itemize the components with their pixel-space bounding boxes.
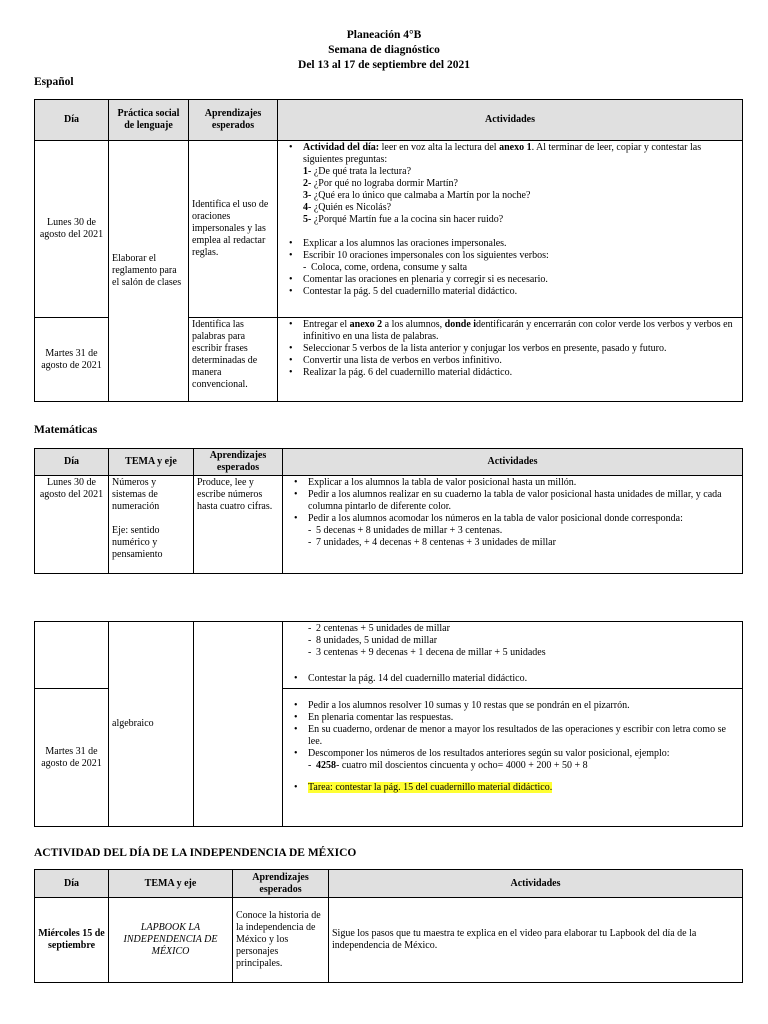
activity-item: • Convertir una lista de verbos en verbos infinitivo. [281,355,739,367]
tema-cell: algebraico [109,622,194,827]
question-item: 1- ¿De qué trata la lectura? [303,166,412,177]
actividades-cell [278,141,743,318]
activity-item: • Escribir 10 oraciones impersonales con los siguientes verbos: [281,250,739,262]
day-cell-empty [35,622,109,689]
espanol-table [34,99,743,402]
day-cell: Lunes 30 de agosto del 2021 [35,141,109,318]
sub-item: - 2 centenas + 5 unidades de millar [286,623,739,635]
day-cell: Lunes 30 de agosto del 2021 [35,476,109,574]
example-item: - 4258- cuatro mil doscientos cincuenta y ocho= 4000 + 200 + 50 + 8 [286,760,739,772]
col-header-aprendizajes: Aprendizajes esperados [189,100,278,141]
activity-item: • Pedir a los alumnos acomodar los números en la tabla de valor posicional donde corresponda: [286,513,739,525]
activity-item: • Explicar a los alumnos las oraciones impersonales. [281,238,739,250]
plan-dates: Del 13 al 17 de septiembre del 2021 [298,59,470,71]
activity-item: • Actividad del día: leer en voz alta la lectura del anexo 1. Al terminar de leer, copiar y contestar las siguientes preguntas: [281,142,739,166]
tema-text: Números y sistemas de numeración [112,477,160,512]
actividades-cell [278,318,743,402]
activity-item: • En plenaria comentar las respuestas. [286,712,739,724]
document-header [0,28,768,73]
col-header-aprendizajes: Aprendizajes esperados [233,870,329,898]
matematicas-table [34,448,743,574]
matematicas-table-continued [34,621,743,827]
question-item: 4- ¿Quién es Nicolás? [303,202,392,213]
aprendizajes-cell: Produce, lee y escribe números hasta cuatro cifras. [194,476,283,574]
activity-item: • Contestar la pág. 5 del cuadernillo material didáctico. [281,286,739,298]
section-title-independencia: ACTIVIDAD DEL DÍA DE LA INDEPENDENCIA DE MÉXICO [34,847,357,859]
sub-item: - 8 unidades, 5 unidad de millar [286,635,739,647]
activity-item: • Entregar el anexo 2 a los alumnos, donde identificarán y encerrarán con color verde los verbos y verbos en infinitivo en una lista de palabras. [281,319,739,343]
col-header-dia: Día [35,100,109,141]
question-item: 5- ¿Porqué Martín fue a la cocina sin hacer ruido? [303,214,504,225]
section-title-matematicas: Matemáticas [34,424,98,436]
actividades-cell [283,689,743,827]
question-item: 2- ¿Por qué no lograba dormir Martín? [303,178,458,189]
col-header-aprendizajes: Aprendizajes esperados [194,449,283,476]
plan-subtitle: Semana de diagnóstico [328,44,440,56]
col-header-actividades: Actividades [283,449,743,476]
tema-cell [109,476,194,574]
activity-item: • Pedir a los alumnos realizar en su cuaderno la tabla de valor posicional hasta unidades de millar, y cada columna pintarlo de diferente color. [286,489,739,513]
activity-item: • Contestar la pág. 14 del cuadernillo material didáctico. [286,673,739,685]
activity-item: • En su cuaderno, ordenar de menor a mayor los resultados de las operaciones y escribir con letra como se lee. [286,724,739,748]
col-header-tema: TEMA y eje [109,449,194,476]
col-header-dia: Día [35,870,109,898]
aprendizajes-cell: Identifica las palabras para escribir frases determinadas de manera convencional. [189,318,278,402]
actividades-cell [283,476,743,574]
sub-item: - 3 centenas + 9 decenas + 1 decena de millar + 5 unidades [286,647,739,659]
col-header-practica: Práctica social de lenguaje [109,100,189,141]
day-cell: Martes 31 de agosto de 2021 [35,689,109,827]
independencia-table [34,869,743,983]
activity-item: • Explicar a los alumnos la tabla de valor posicional hasta un millón. [286,477,739,489]
tema-cell: LAPBOOK LA INDEPENDENCIA DE MÉXICO [109,898,233,983]
col-header-actividades: Actividades [329,870,743,898]
eje-text: Eje: sentido numérico y pensamiento [112,525,163,560]
actividades-cell [283,622,743,689]
activity-item: • Seleccionar 5 verbos de la lista anterior y conjugar los verbos en presente, pasado y futuro. [281,343,739,355]
col-header-tema: TEMA y eje [109,870,233,898]
activity-item: • Descomponer los números de los resultados anteriores según su valor posicional, ejemplo: [286,748,739,760]
section-title-espanol: Español [34,76,74,88]
question-item: 3- ¿Qué era lo único que calmaba a Martín por la noche? [303,190,531,201]
activity-item: • Pedir a los alumnos resolver 10 sumas y 10 restas que se pondrán en el pizarrón. [286,700,739,712]
day-cell: Miércoles 15 de septiembre [35,898,109,983]
actividades-cell: Sigue los pasos que tu maestra te explica en el video para elaborar tu Lapbook del día de la independencia de México. [329,898,743,983]
col-header-actividades: Actividades [278,100,743,141]
practica-cell: Elaborar el reglamento para el salón de clases [109,141,189,402]
plan-title: Planeación 4°B [346,29,422,41]
sub-item: - Coloca, come, ordena, consume y salta [281,262,739,274]
day-cell: Martes 31 de agosto de 2021 [35,318,109,402]
sub-item: - 5 decenas + 8 unidades de millar + 3 centenas. [286,525,739,537]
col-header-dia: Día [35,449,109,476]
homework-item: • Tarea: contestar la pág. 15 del cuadernillo material didáctico. [286,782,739,794]
aprendizajes-cell: Conoce la historia de la independencia de México y los personajes principales. [233,898,329,983]
activity-item: • Comentar las oraciones en plenaria y corregir si es necesario. [281,274,739,286]
aprendizajes-cell-empty [194,622,283,827]
sub-item: - 7 unidades, + 4 decenas + 8 centenas + 3 unidades de millar [286,537,739,549]
activity-item: • Realizar la pág. 6 del cuadernillo material didáctico. [281,367,739,379]
aprendizajes-cell: Identifica el uso de oraciones impersonales y las emplea al redactar reglas. [189,141,278,318]
